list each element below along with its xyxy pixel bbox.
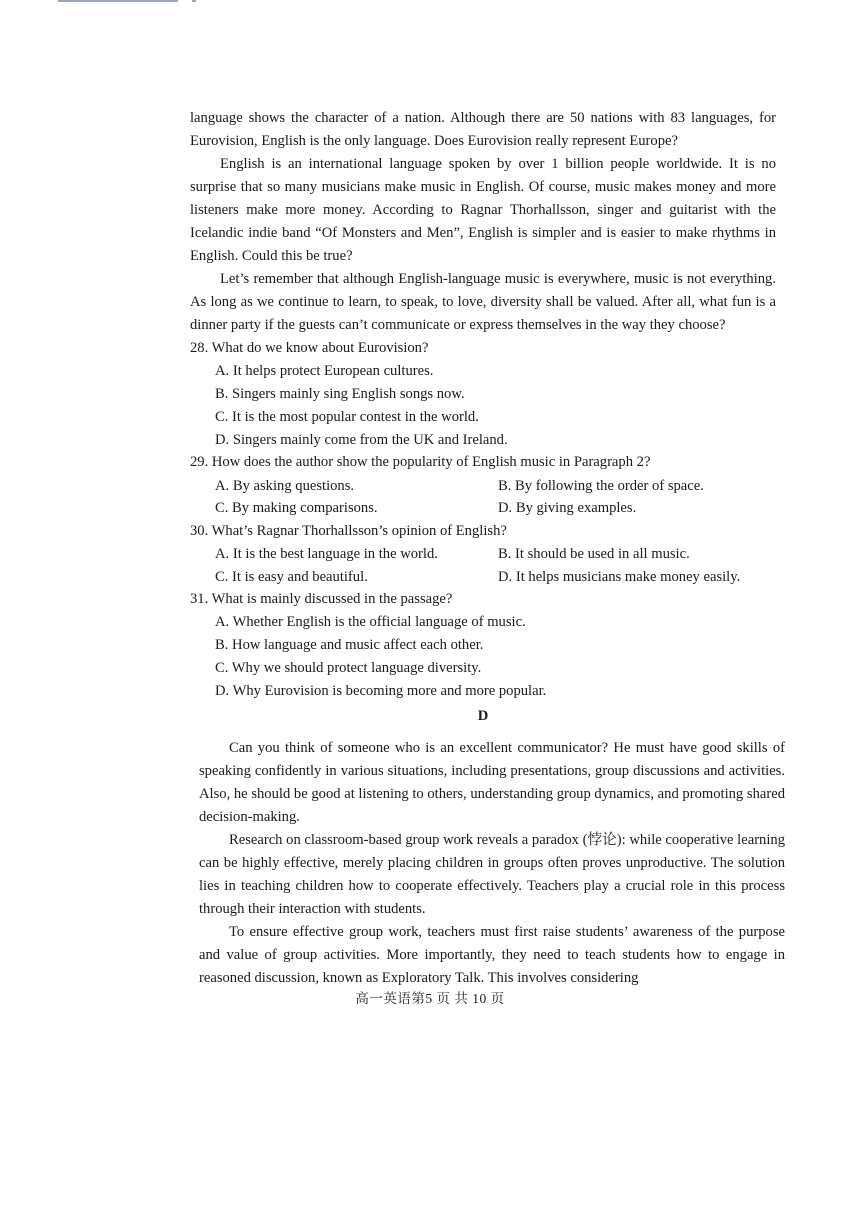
question-31-option-d: D. Why Eurovision is becoming more and more popular. — [215, 682, 547, 699]
question-30-stem: 30. What’s Ragnar Thorhallsson’s opinion of English? — [190, 522, 507, 539]
passage-c-paragraph-2: English is an international language spoken by over 1 billion people worldwide. It is no surprise that so many musicians make music in English. Of course, music makes money and more listeners make more money. According to Ragnar Thorhallsson, singer and guitarist with the Icelandic indie band “Of Monsters and Men”, English is simpler and is easier to make rhythms in English. Could this be true? — [190, 156, 776, 264]
passage-d-paragraph-1: Can you think of someone who is an excellent communicator? He must have good skills of speaking confidently in various situations, including presentations, group discussions and activities. Also, he should be good at listening to others, understanding group dynamics, and promoting shared decision-making. — [199, 740, 785, 825]
passage-c-block — [190, 107, 776, 728]
question-30 — [190, 520, 776, 588]
question-28-option-b: B. Singers mainly sing English songs now. — [215, 386, 465, 402]
question-28-stem: 28. What do we know about Eurovision? — [190, 340, 429, 356]
scan-edge-line — [58, 0, 178, 2]
question-31-option-b: B. How language and music affect each other. — [215, 637, 484, 654]
passage-d-paragraph-3: To ensure effective group work, teachers must first raise students’ awareness of the purpose and value of group activities. More importantly, they need to teach students how to engage in reasoned discussion, known as Exploratory Talk. This involves considering — [199, 924, 785, 986]
page-footer: 高一英语第5 页 共 10 页 — [355, 991, 505, 1006]
question-28-option-d: D. Singers mainly come from the UK and Ireland. — [215, 431, 508, 448]
passage-c-paragraph-3: Let’s remember that although English-language music is everywhere, music is not everything. As long as we continue to learn, to speak, to love, diversity shall be valued. After all, what fun is a dinner party if the guests can’t communicate or express themselves in the way they choose? — [190, 271, 776, 333]
section-heading-d: D — [477, 707, 489, 724]
question-30-option-d: D. It helps musicians make money easily. — [498, 568, 741, 585]
passage-d-paragraph-2: Research on classroom-based group work reveals a paradox (悖论): while cooperative learning can be highly effective, merely placing children in groups often proves unproductive. The solution lies in teaching children how to cooperate effectively. Teachers play a crucial role in this process through their interaction with students. — [199, 832, 785, 917]
question-31-option-a: A. Whether English is the official language of music. — [215, 614, 526, 631]
question-31-options — [190, 611, 776, 702]
passage-c-paragraph-1: language shows the character of a nation. Although there are 50 nations with 83 languages, for Eurovision, English is the only language. Does Eurovision really represent Europe? — [190, 110, 776, 149]
question-30-option-b: B. It should be used in all music. — [498, 545, 690, 562]
question-29-stem: 29. How does the author show the popularity of English music in Paragraph 2? — [190, 454, 651, 471]
question-31 — [190, 588, 776, 702]
question-28-option-a: A. It helps protect European cultures. — [215, 363, 434, 380]
question-30-options — [190, 543, 776, 588]
question-29-option-c: C. By making comparisons. — [215, 500, 378, 517]
question-29-option-b: B. By following the order of space. — [498, 477, 704, 494]
question-28-options — [190, 360, 776, 451]
question-29-option-a: A. By asking questions. — [215, 477, 355, 494]
question-30-option-c: C. It is easy and beautiful. — [215, 568, 368, 585]
question-29-options — [190, 475, 776, 520]
question-30-option-a: A. It is the best language in the world. — [215, 545, 438, 562]
question-31-stem: 31. What is mainly discussed in the passage? — [190, 591, 453, 608]
question-31-option-c: C. Why we should protect language diversity. — [215, 659, 482, 676]
passage-d-block — [199, 737, 785, 990]
question-28-option-c: C. It is the most popular contest in the world. — [215, 408, 479, 425]
question-29 — [190, 451, 776, 519]
scan-edge-mark — [192, 0, 196, 2]
question-28 — [190, 337, 776, 451]
question-29-option-d: D. By giving examples. — [498, 500, 637, 517]
